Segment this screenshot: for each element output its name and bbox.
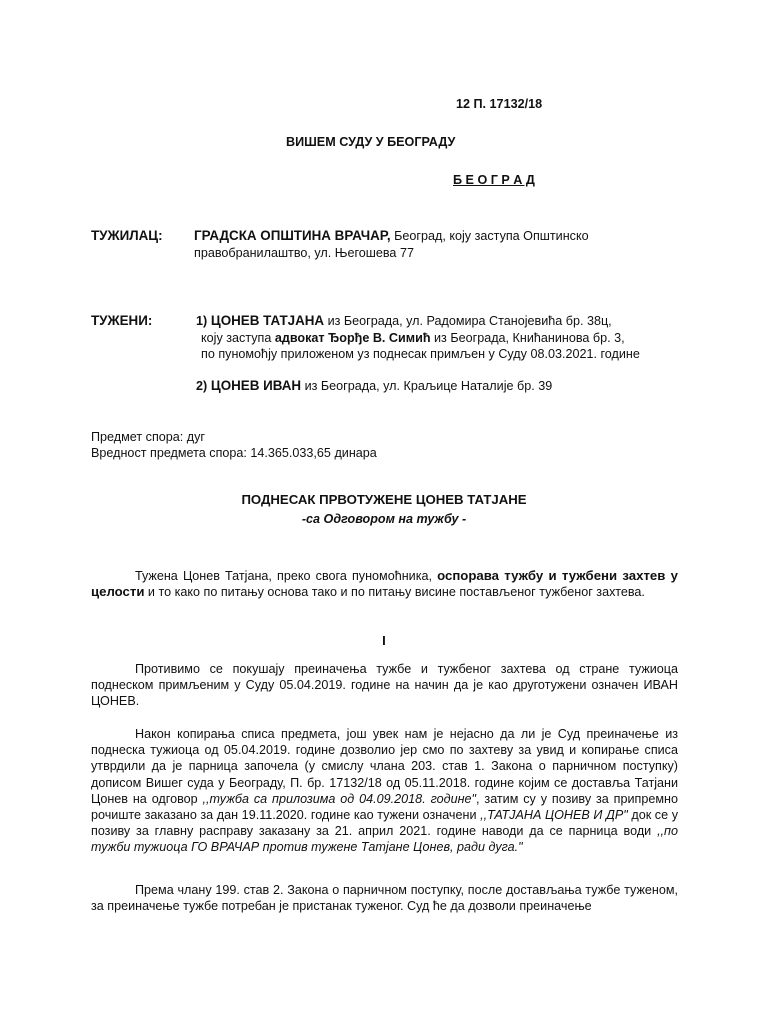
document-title: ПОДНЕСАК ПРВОТУЖЕНЕ ЦОНЕВ ТАТЈАНЕ — [241, 492, 527, 507]
value-of-dispute: Вредност предмета спора: 14.365.033,65 динара — [91, 446, 377, 460]
paragraph-2: Након копирања списа предмета, још увек нам је нејасно да ли је Суд преиначење из поднеска тужиоца од 05.04.2019. године дозволио јер смо по захтеву за увид и копирање списа утврдили да је парница започела (у смислу члана 203. став 1. Закона о парничном поступку) дописом Вишег суда у Београду, П. бр. 17132/18 од 05.11.2018. године којим се доставља Татјани Цонев на одговор ,,тужба са прилозима од 04.09.2018. године", затим су у позиву за припремно рочиште заказано за дан 19.11.2020. године као тужени означени ,,ТАТЈАНА ЦОНЕВ И ДР" док се у позиву за главну расправу заказану за 21. април 2021. године наводи да се парница води ,,по тужби тужиоца ГО ВРАЧАР против тужене Татјане Цонев, ради дуга." — [91, 727, 678, 855]
defendant2-name: ЦОНЕВ ИВАН — [207, 378, 302, 393]
plaintiff-line1: ГРАДСКА ОПШТИНА ВРАЧАР, Београд, коју заступа Општинско — [194, 228, 589, 243]
defendant1-name: ЦОНЕВ ТАТЈАНА — [207, 313, 325, 328]
court-addressee: ВИШЕМ СУДУ У БЕОГРАДУ — [286, 135, 456, 149]
section-numeral: I — [382, 633, 386, 648]
defendant2-line1: 2) ЦОНЕВ ИВАН из Београда, ул. Краљице Наталије бр. 39 — [196, 378, 553, 393]
court-city: Б Е О Г Р А Д — [453, 173, 535, 187]
defendant1-line1: 1) ЦОНЕВ ТАТЈАНА из Београда, ул. Радомира Станојевића бр. 38ц, — [196, 313, 612, 328]
case-number: 12 П. 17132/18 — [456, 97, 543, 111]
subject-of-dispute: Предмет спора: дуг — [91, 430, 206, 444]
defendant1-line3: по пуномоћју приложеном уз поднесак примљен у Суду 08.03.2021. године — [201, 347, 640, 361]
paragraph-3: Према члану 199. став 2. Закона о парничном поступку, после достављања тужбе туженом, за преиначење тужбе потребан је пристанак туженог. Суд ће да дозволи преиначење — [91, 883, 678, 914]
defendant1-line2: коју заступа адвокат Ђорђе В. Симић из Београда, Книћанинова бр. 3, — [201, 331, 625, 345]
plaintiff-label: ТУЖИЛАЦ: — [91, 228, 163, 243]
plaintiff-name: ГРАДСКА ОПШТИНА ВРАЧАР, — [194, 228, 391, 243]
plaintiff-line2: правобранилаштво, ул. Његошева 77 — [194, 246, 414, 260]
paragraph-1: Противимо се покушају преиначења тужбе и тужбеног захтева од стране тужиоца поднеском примљеним у Суду 05.04.2019. године на начин да је као друготужени означен ИВАН ЦОНЕВ. — [91, 662, 678, 709]
defendant1-lawyer: адвокат Ђорђе В. Симић — [274, 331, 431, 345]
intro-paragraph: Тужена Цонев Татјана, преко свога пуномоћника, оспорава тужбу и тужбени захтев у целости и то како по питању основа тако и по питању висине постављеног тужбеног захтева. — [91, 568, 678, 600]
document-subtitle: -са Одговором на тужбу - — [301, 512, 467, 526]
defendants-label: ТУЖЕНИ: — [91, 313, 153, 328]
